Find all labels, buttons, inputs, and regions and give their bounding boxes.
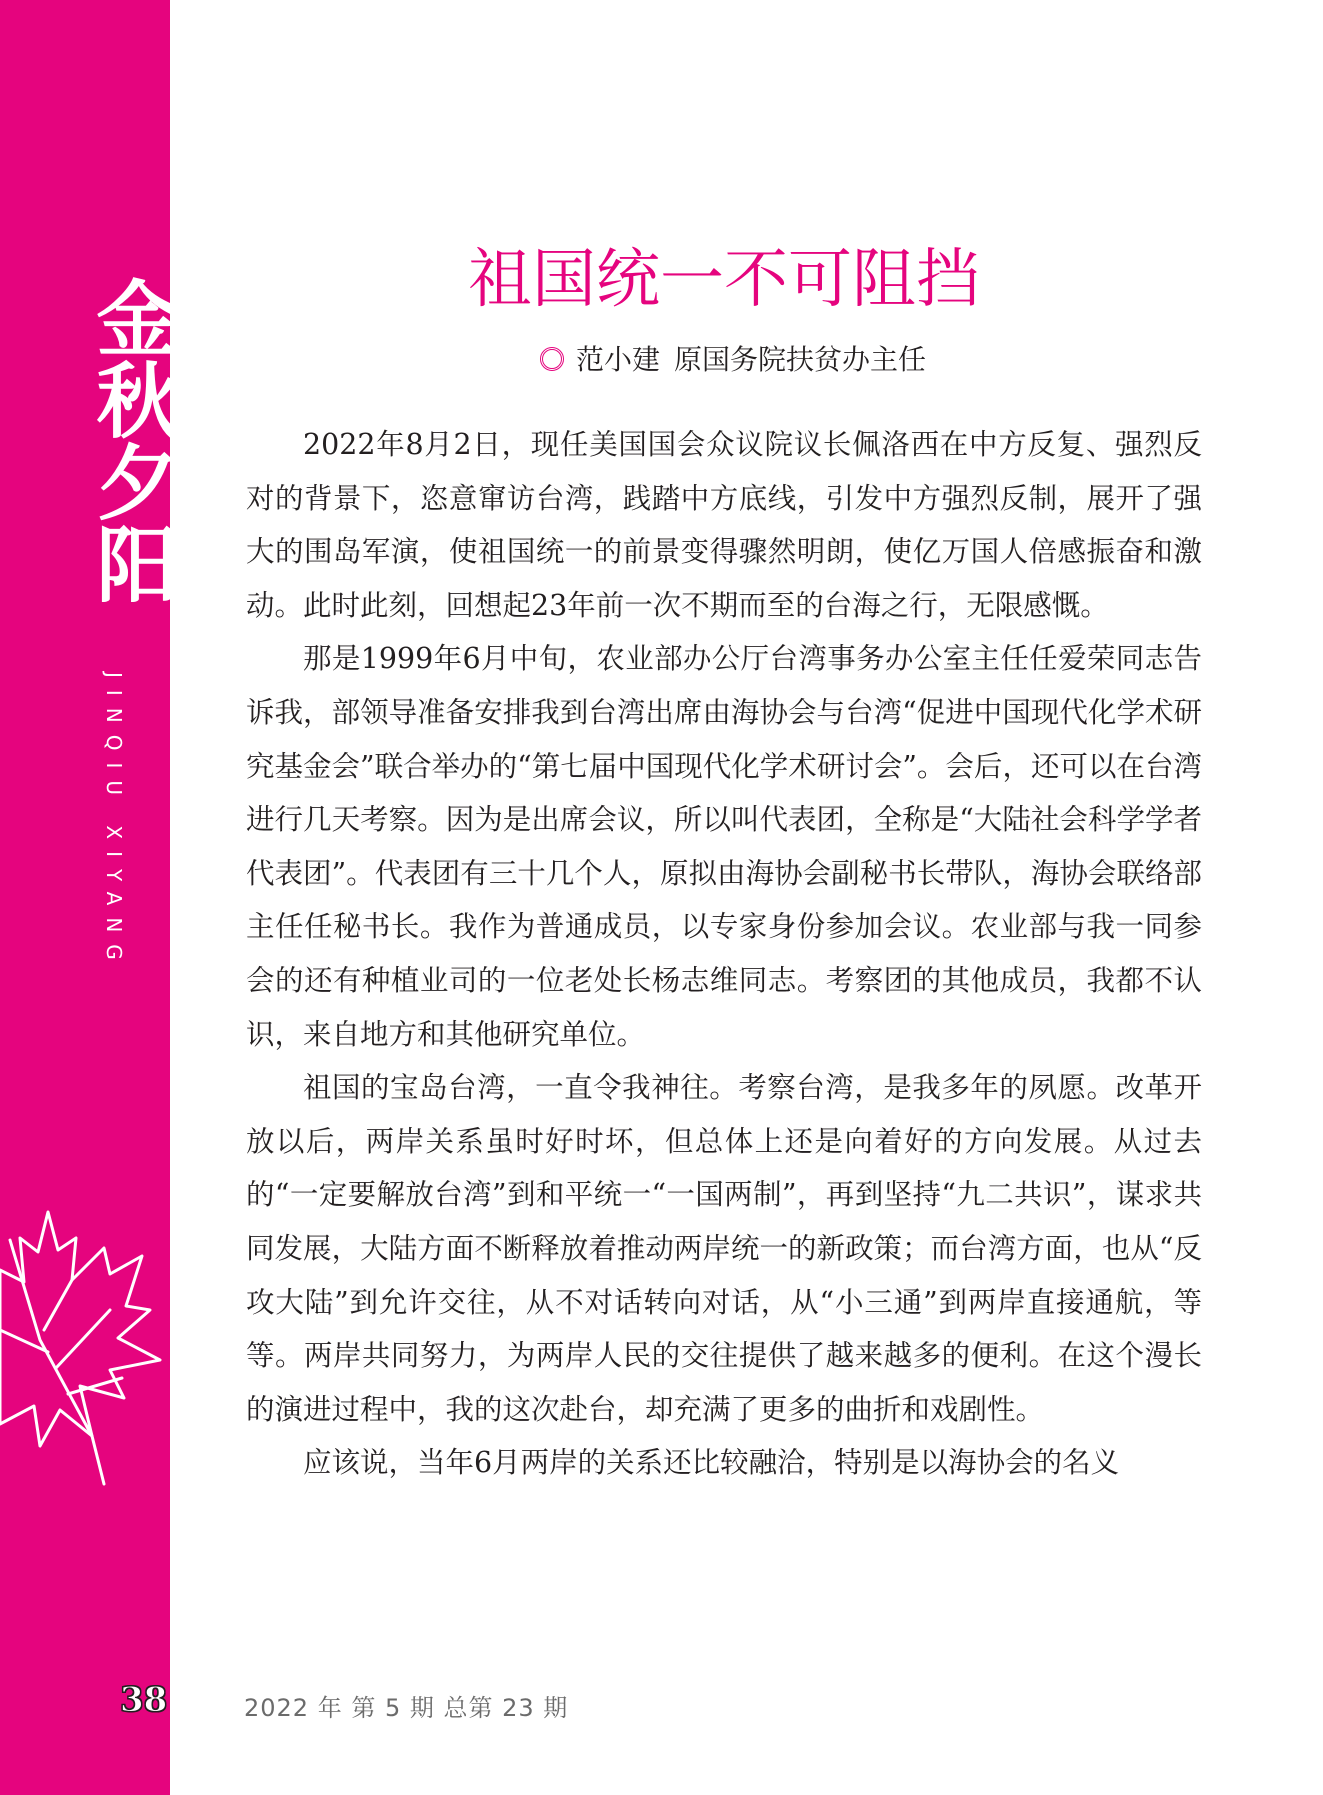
maple-leaf-icon — [0, 1210, 180, 1490]
author-position: 原国务院扶贫办主任 — [674, 343, 927, 376]
paragraph: 祖国的宝岛台湾，一直令我神往。考察台湾，是我多年的夙愿。改革开放以后，两岸关系虽时好时坏，但总体上还是向着好的方向发展。从过去的“一定要解放台湾”到和平统一“一国两制”，再到坚持“九二共识”，谋求共同发展，大陆方面不断释放着推动两岸统一的新政策；而台湾方面，也从“反攻大陆”到允许交往，从不对话转向对话，从“小三通”到两岸直接通航，等等。两岸共同努力，为两岸人民的交往提供了越来越多的便利。在这个漫长的演进过程中，我的这次赴台，却充满了更多的曲折和戏剧性。 — [246, 1071, 1202, 1426]
section-title: 金秋夕阳 — [83, 276, 178, 604]
section-side-band — [0, 0, 170, 1795]
paragraph: 2022年8月2日，现任美国国会众议院议长佩洛西在中方反复、强烈反对的背景下，恣意窜访台湾，践踏中方底线，引发中方强烈反制，展开了强大的围岛军演，使祖国统一的前景变得骤然明朗，使亿万国人倍感振奋和激动。此时此刻，回想起23年前一次不期而至的台海之行，无限感慨。 — [246, 428, 1202, 622]
author-name: 范小建 — [576, 343, 661, 376]
byline — [540, 340, 926, 380]
paragraph: 那是1999年6月中旬，农业部办公厅台湾事务办公室主任任爱荣同志告诉我，部领导准备安排我到台湾出席由海协会与台湾“促进中国现代化学术研究基金会”联合举办的“第七届中国现代化学术研讨会”。会后，还可以在台湾进行几天考察。因为是出席会议，所以叫代表团，全称是“大陆社会科学学者代表团”。代表团有三十几个人，原拟由海协会副秘书长带队，海协会联络部主任任秘书长。我作为普通成员，以专家身份参加会议。农业部与我一同参会的还有种植业司的一位老处长杨志维同志。考察团的其他成员，我都不认识，来自地方和其他研究单位。 — [246, 642, 1202, 1051]
section-pinyin: JINQIU XIYANG — [102, 672, 126, 972]
article-title: 祖国统一不可阻挡 — [468, 243, 980, 317]
article-body — [246, 418, 1202, 1490]
issue-info: 2022 年 第 5 期 总第 23 期 — [244, 1694, 569, 1722]
double-circle-icon — [540, 347, 564, 371]
page-number: 38 — [120, 1680, 168, 1720]
paragraph: 应该说，当年6月两岸的关系还比较融洽，特别是以海协会的名义 — [303, 1446, 1120, 1480]
